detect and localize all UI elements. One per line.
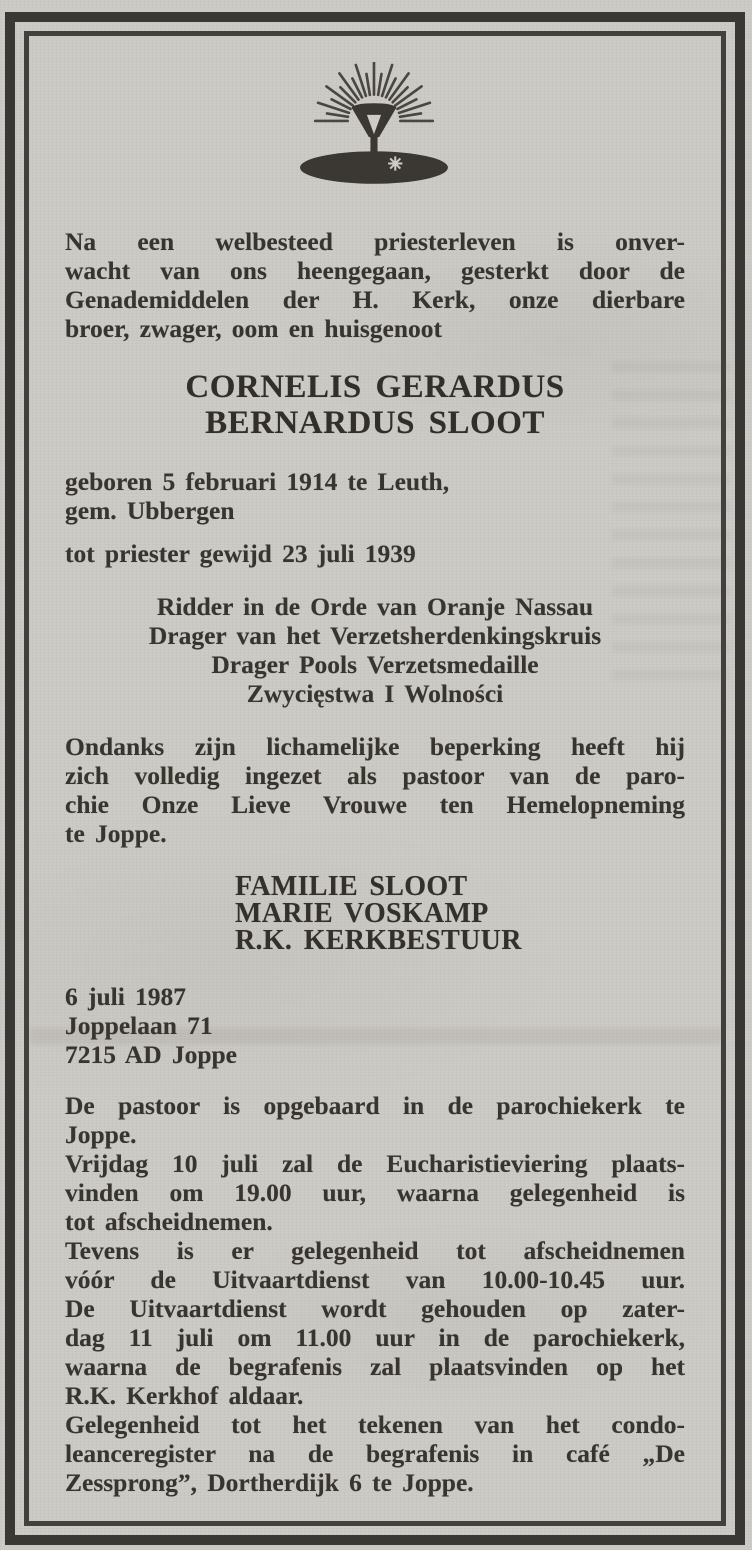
obituary-content <box>29 36 721 1521</box>
opening-line: Na een welbesteed priesterleven is onver- <box>65 227 685 256</box>
ordination-info <box>65 539 685 568</box>
dedication-line: zich volledig ingezet als pastoor van de paro- <box>65 760 685 790</box>
honor-line: Zwycięstwa I Wolności <box>246 678 504 708</box>
arrangement-line: dag 11 juli om 11.00 uur in de parochiekerk, <box>65 1323 685 1352</box>
opening-line: wacht van ons heengegaan, gesterkt door de <box>65 256 685 285</box>
dedication-line: te Joppe. <box>65 818 167 848</box>
dedication-line: chie Onze Lieve Vrouwe ten Hemelopneming <box>65 789 685 819</box>
arrangement-line: Tevens is er gelegenheid tot afscheidnemen <box>65 1236 685 1265</box>
address-line: Joppelaan 71 <box>65 1011 213 1040</box>
deceased-name <box>65 369 685 441</box>
dedication-paragraph <box>65 732 685 848</box>
arrangement-line: leanceregister na de begrafenis in café „De <box>65 1439 685 1468</box>
arrangement-line: Zessprong”, Dortherdijk 6 te Joppe. <box>65 1468 474 1497</box>
birth-info <box>65 467 685 525</box>
deceased-name-line: CORNELIS GERARDUS <box>185 368 565 405</box>
arrangement-line: De pastoor is opgebaard in de parochiekerk te <box>65 1091 685 1120</box>
notice-outer-frame <box>5 12 745 1545</box>
opening-line: broer, zwager, oom en huisgenoot <box>65 314 443 343</box>
date-address-block <box>65 982 685 1069</box>
opening-paragraph <box>65 227 685 343</box>
signatory-line: MARIE VOSKAMP <box>235 898 489 929</box>
chalice-icon <box>299 62 451 189</box>
chalice-rim <box>352 103 397 112</box>
honor-line: Ridder in de Orde van Oranje Nassau <box>156 591 594 621</box>
signatory-line: FAMILIE SLOOT <box>235 871 468 902</box>
arrangement-line: R.K. Kerkhof aldaar. <box>65 1381 304 1410</box>
deceased-name-line: BERNARDUS SLOOT <box>205 404 545 441</box>
arrangement-line: waarna de begrafenis zal plaatsvinden op het <box>65 1352 685 1381</box>
arrangement-line: vóór de Uitvaartdienst van 10.00-10.45 uur. <box>65 1265 685 1294</box>
arrangements-paragraph <box>65 1091 685 1497</box>
arrangement-line: Vrijdag 10 juli zal de Eucharistieviering plaats- <box>65 1149 685 1178</box>
notice-inner-frame <box>24 31 726 1526</box>
arrangement-line: Gelegenheid tot het tekenen van het condo- <box>65 1410 685 1439</box>
signatory-line: R.K. KERKBESTUUR <box>235 925 522 956</box>
opening-line: Genademiddelen der H. Kerk, onze dierbare <box>65 285 685 314</box>
ordination-line: tot priester gewijd 23 juli 1939 <box>65 538 416 568</box>
dedication-line: Ondanks zijn lichamelijke beperking heeft hij <box>65 731 685 761</box>
date-line: 6 juli 1987 <box>65 982 186 1011</box>
signatories <box>235 873 685 954</box>
honor-line: Drager Pools Verzetsmedaille <box>211 649 539 679</box>
birth-line: geboren 5 februari 1914 te Leuth, <box>65 466 450 496</box>
radiant-chalice-graphic <box>299 62 451 189</box>
arrangement-line: vinden om 19.00 uur, waarna gelegenheid is <box>65 1178 685 1207</box>
honors-list <box>65 592 685 708</box>
arrangement-line: Joppe. <box>65 1120 137 1149</box>
sparkle-glint <box>388 156 402 170</box>
arrangement-line: De Uitvaartdienst wordt gehouden op zater- <box>65 1294 685 1323</box>
birth-line: gem. Ubbergen <box>65 495 235 525</box>
chalice-stem <box>370 135 377 165</box>
arrangement-line: tot afscheidnemen. <box>65 1207 273 1236</box>
honor-line: Drager van het Verzetsherdenkingskruis <box>148 620 602 650</box>
address-line: 7215 AD Joppe <box>65 1040 238 1069</box>
